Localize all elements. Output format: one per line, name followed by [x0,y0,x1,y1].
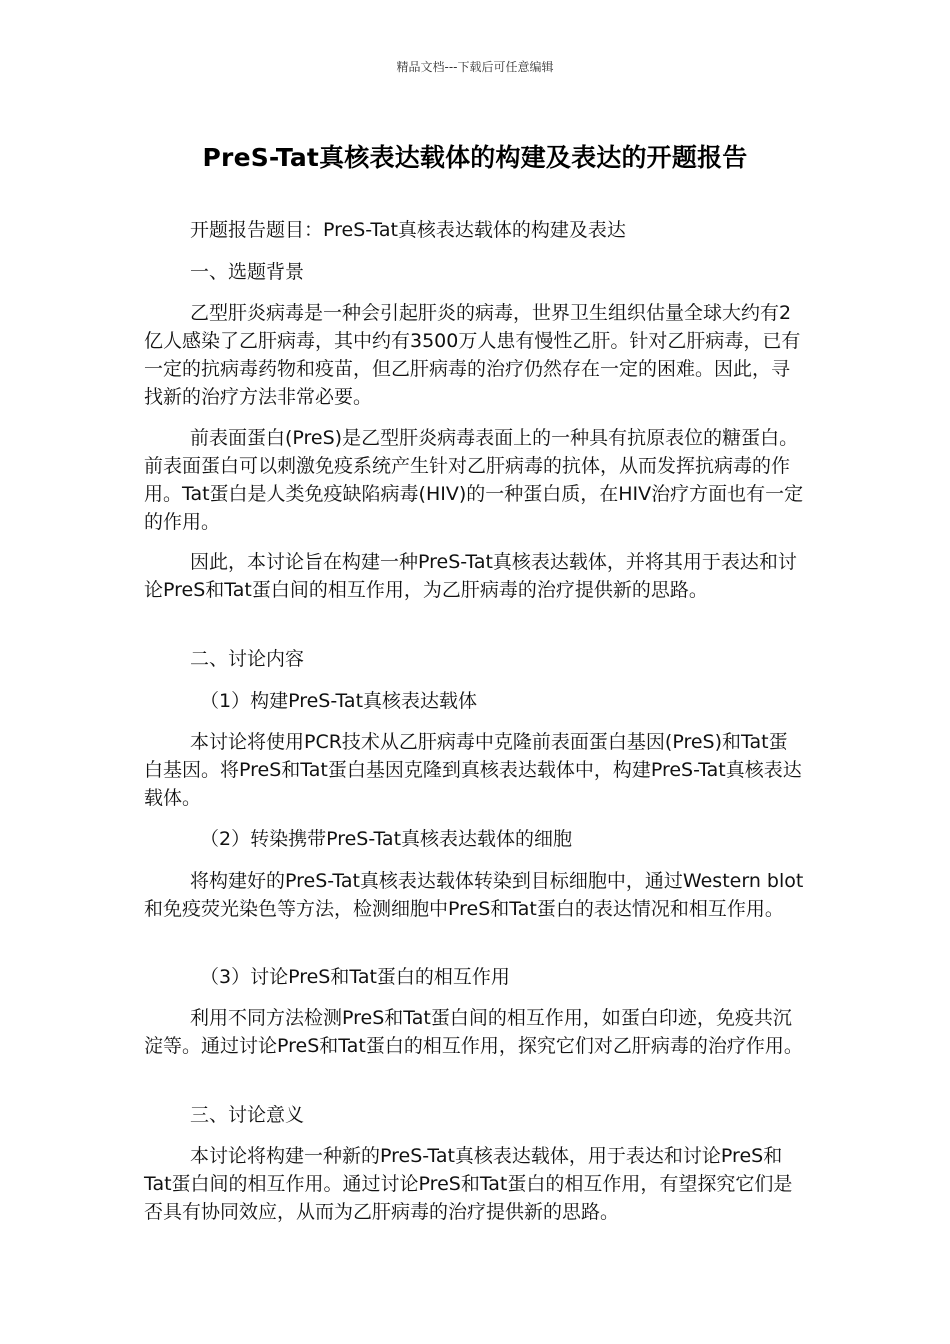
subheading-3 [144,963,806,991]
section-heading: 一、选题背景 [190,261,305,283]
report-topic-line: 开题报告题目：PreS-Tat真核表达载体的构建及表达 [190,219,626,241]
subheading-1 [144,687,806,715]
paragraph: 前表面蛋白(PreS)是乙型肝炎病毒表面上的一种具有抗原表位的糖蛋白。前表面蛋白可以刺激免疫系统产生针对乙肝病毒的抗体，从而发挥抗病毒的作用。Tat蛋白是人类免疫缺陷病毒(HIV)的一种蛋白质，在HIV治疗方面也有一定的作用。 [144,427,804,533]
heading-background [144,258,806,286]
paragraph: 利用不同方法检测PreS和Tat蛋白间的相互作用，如蛋白印迹，免疫共沉淀等。通过讨论PreS和Tat蛋白的相互作用，探究它们对乙肝病毒的治疗作用。 [144,1007,803,1057]
paragraph-interaction [144,1004,806,1060]
heading-significance [144,1101,806,1129]
paragraph-construct [144,728,806,812]
report-topic [144,216,806,244]
paragraph-transfect [144,867,806,923]
paragraph: 本讨论将构建一种新的PreS-Tat真核表达载体，用于表达和讨论PreS和Tat蛋白间的相互作用。通过讨论PreS和Tat蛋白的相互作用，有望探究它们是否具有协同效应，从而为乙肝病毒的治疗提供新的思路。 [144,1145,793,1223]
page-header: 精品文档---下载后可任意编辑 [396,60,554,74]
paragraph: 将构建好的PreS-Tat真核表达载体转染到目标细胞中，通过Western blot和免疫荧光染色等方法，检测细胞中PreS和Tat蛋白的表达情况和相互作用。 [144,870,804,920]
paragraph-pres-tat [144,424,806,536]
subsection-heading: （1）构建PreS-Tat真核表达载体 [200,690,478,712]
heading-content [144,645,806,673]
paragraph: 本讨论将使用PCR技术从乙肝病毒中克隆前表面蛋白基因(PreS)和Tat蛋白基因。将PreS和Tat蛋白基因克隆到真核表达载体中，构建PreS-Tat真核表达载体。 [144,731,802,809]
section-heading: 二、讨论内容 [190,648,305,670]
subsection-heading: （3）讨论PreS和Tat蛋白的相互作用 [200,966,510,988]
paragraph: 乙型肝炎病毒是一种会引起肝炎的病毒，世界卫生组织估量全球大约有2亿人感染了乙肝病毒，其中约有3500万人患有慢性乙肝。针对乙肝病毒，已有一定的抗病毒药物和疫苗，但乙肝病毒的治疗仍然存在一定的困难。因此，寻找新的治疗方法非常必要。 [144,302,801,408]
subheading-2 [144,825,806,853]
paragraph-hbv-intro [144,299,806,411]
paragraph: 因此，本讨论旨在构建一种PreS-Tat真核表达载体，并将其用于表达和讨论PreS和Tat蛋白间的相互作用，为乙肝病毒的治疗提供新的思路。 [144,551,797,601]
paragraph-aim [144,548,806,604]
subsection-heading: （2）转染携带PreS-Tat真核表达载体的细胞 [200,828,573,850]
section-heading: 三、讨论意义 [190,1104,305,1126]
paragraph-significance [144,1142,806,1226]
document-title: PreS-Tat真核表达载体的构建及表达的开题报告 [202,143,748,172]
